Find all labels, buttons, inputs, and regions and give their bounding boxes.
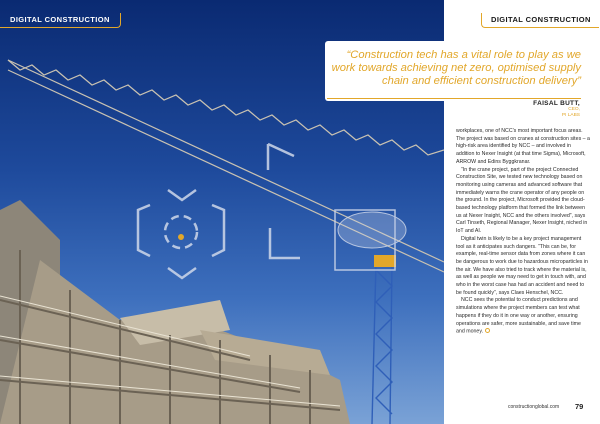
attribution-company: PI LABS — [561, 113, 580, 118]
attribution-role: CEO, — [568, 107, 580, 112]
body-paragraph-2: “In the crane project, part of the project Connected Construction Site, we tested new technology based on monitoring using cameras and advanced software that immediately warns the crane operator of any people on the ground. In the project, Microsoft provided the cloud-based technology platform that formed the link between us at Nexer Insight, NCC and the others involved”, says Carl Tinseth, Regional Manager, Nexer Insight, niched in IoT and AI. — [456, 166, 588, 235]
body-paragraph-4-text: NCC sees the potential to conduct predictions and simulations where the project members can test what happens if they do it in one way or another, ensuring operations are safer, more sustainable, and save time and money. — [456, 297, 581, 335]
ar-bracket-top — [168, 190, 196, 200]
building-frame — [0, 200, 350, 424]
crane-cab — [374, 255, 396, 267]
body-paragraph-3: Digital twin is likely to be a key project management tool as it anticipates such dangers. “This can be, for example, real-time sensor data from zones where it can be dangerous to work due to hazardous microparticles in the air. We have also tried to track where the material is, as well as people we may need to get in touch with, and who in the worst case has had an accident and need to be found quickly”, says Claes Henschel, NCC. — [456, 235, 588, 296]
ar-bracket-bottom — [168, 268, 196, 278]
folio-url: constructionglobal.com — [508, 404, 560, 410]
pull-quote-box — [325, 41, 587, 101]
ar-hologram — [338, 212, 406, 248]
article-body — [456, 128, 590, 336]
ar-bracket-left — [138, 205, 150, 256]
ar-corner-bottom — [270, 228, 300, 258]
quote-attribution — [470, 100, 580, 119]
pull-quote-rule — [327, 98, 581, 99]
ar-reticle — [165, 216, 197, 248]
ar-center-dot — [178, 234, 184, 240]
attribution-name: FAISAL BUTT, — [533, 100, 580, 107]
crane-mast — [372, 262, 392, 424]
ar-overlay — [138, 144, 406, 278]
body-paragraph-4 — [456, 297, 590, 336]
ar-corner-top — [268, 144, 294, 170]
section-tag-right: DIGITAL CONSTRUCTION — [481, 13, 599, 28]
end-of-article-icon — [485, 328, 490, 333]
pull-quote: “Construction tech has a vital role to play as we work towards achieving net zero, optimised supply chain and efficient construction delivery” — [331, 49, 581, 87]
ar-bracket-right — [212, 205, 224, 256]
section-tag-left: DIGITAL CONSTRUCTION — [0, 13, 121, 28]
body-paragraph-1: workplaces, one of NCC’s most important focus areas. The project was based on cranes at construction sites – a high-risk area identified by NCC – and involved in addition to Nexer Insight (at that time Sigma), Microsoft, ARROW and Edins Byggkranar. — [456, 128, 590, 165]
page-number: 79 — [575, 402, 584, 411]
